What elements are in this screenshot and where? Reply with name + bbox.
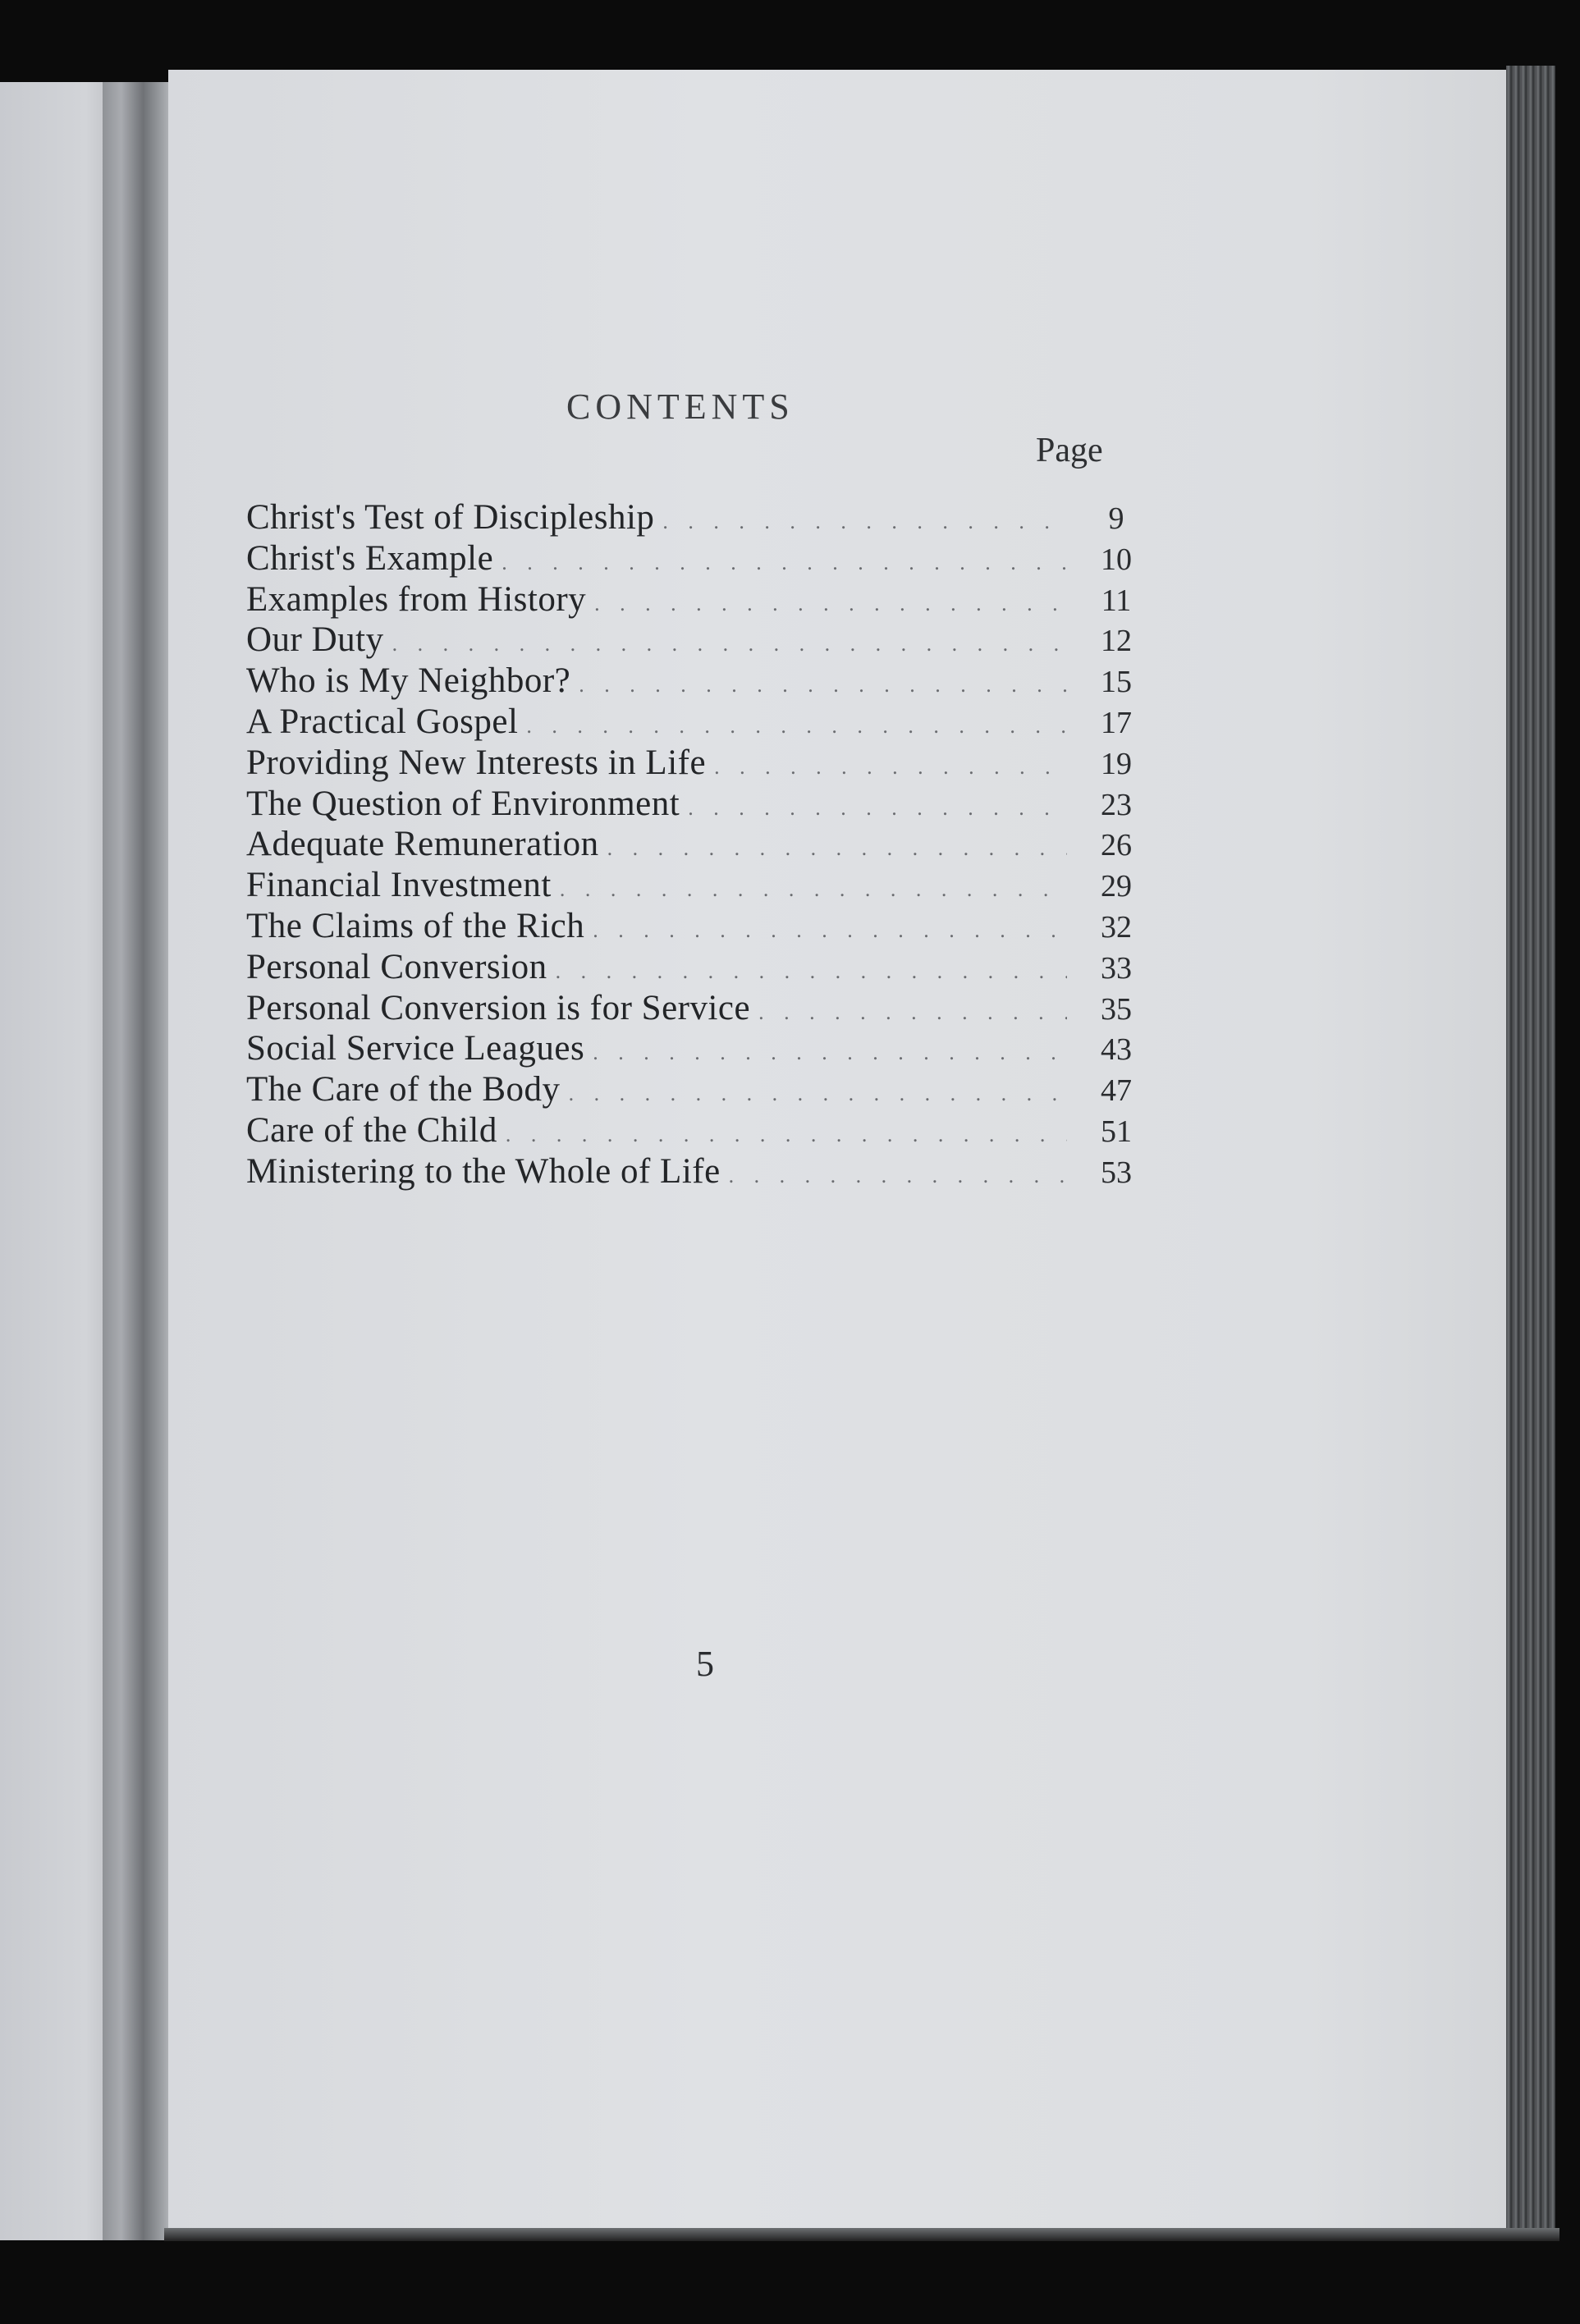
dot-leader <box>654 510 1067 534</box>
toc-entry <box>246 906 1141 947</box>
dot-leader <box>547 959 1067 984</box>
page-column-label: Page <box>1036 432 1103 469</box>
toc-entry-title: Who is My Neighbor? <box>246 661 571 701</box>
toc-entry-page: 47 <box>1101 1073 1132 1109</box>
toc-entry-page: 23 <box>1101 787 1132 822</box>
page-bottom-edge <box>164 2228 1559 2241</box>
toc-entry-page: 43 <box>1101 1032 1132 1068</box>
toc-entry <box>246 1069 1141 1110</box>
toc-entry-title: Financial Investment <box>246 866 552 905</box>
toc-entry-title: Social Service Leagues <box>246 1029 585 1068</box>
toc-entry-page: 32 <box>1101 909 1132 945</box>
dot-leader <box>570 673 1067 698</box>
dot-leader <box>561 1082 1067 1106</box>
toc-entry-title: A Practical Gospel <box>246 702 519 741</box>
toc-entry-page: 51 <box>1101 1114 1132 1149</box>
toc-entry-page: 9 <box>1108 501 1124 536</box>
toc-entry <box>246 784 1141 825</box>
toc-entry <box>246 497 1141 538</box>
dot-leader <box>586 592 1067 616</box>
dot-leader <box>384 632 1067 656</box>
toc-entry <box>246 661 1141 702</box>
toc-entry-page: 17 <box>1101 705 1132 740</box>
dot-leader <box>493 551 1067 575</box>
dot-leader <box>599 836 1067 861</box>
toc-entry-page: 15 <box>1101 665 1132 700</box>
dot-leader <box>584 918 1067 943</box>
toc-entry-title: Our Duty <box>246 620 384 660</box>
toc-entry-page: 35 <box>1101 991 1132 1027</box>
toc-entry-page: 11 <box>1101 583 1132 618</box>
toc-entry-page: 33 <box>1101 950 1132 986</box>
toc-entry-title: Christ's Test of Discipleship <box>246 498 655 537</box>
toc-entry <box>246 579 1141 620</box>
toc-entry <box>246 824 1141 865</box>
page-number: 5 <box>696 1644 714 1684</box>
toc-entry <box>246 702 1141 743</box>
toc-entry-title: The Claims of the Rich <box>246 906 585 945</box>
dot-leader <box>497 1123 1067 1147</box>
dot-leader <box>518 714 1067 739</box>
toc-entry <box>246 743 1141 784</box>
toc-entry-page: 19 <box>1101 746 1132 781</box>
toc-entry-page: 10 <box>1101 542 1132 577</box>
toc-entry-title: Adequate Remuneration <box>246 825 599 864</box>
toc-entry <box>246 538 1141 579</box>
dot-leader <box>721 1164 1067 1188</box>
toc-entry-title: Personal Conversion <box>246 947 547 986</box>
toc-entry <box>246 988 1141 1029</box>
dot-leader <box>552 877 1067 902</box>
table-of-contents <box>246 497 1141 1192</box>
dot-leader <box>750 1000 1067 1025</box>
toc-entry-page: 53 <box>1101 1155 1132 1190</box>
toc-entry <box>246 1028 1141 1069</box>
toc-entry-page: 26 <box>1101 828 1132 863</box>
toc-entry-title: Christ's Example <box>246 538 494 578</box>
toc-entry-title: The Question of Environment <box>246 784 680 823</box>
toc-entry-title: The Care of the Body <box>246 1070 561 1109</box>
toc-entry <box>246 1110 1141 1151</box>
toc-entry <box>246 947 1141 988</box>
dot-leader <box>584 1041 1067 1065</box>
dot-leader <box>680 796 1067 821</box>
toc-entry-page: 29 <box>1101 869 1132 904</box>
book-gutter <box>103 82 176 2240</box>
toc-entry-title: Personal Conversion is for Service <box>246 988 751 1027</box>
toc-entry-title: Care of the Child <box>246 1110 497 1150</box>
contents-heading: CONTENTS <box>566 387 795 427</box>
toc-entry <box>246 865 1141 906</box>
toc-entry-title: Ministering to the Whole of Life <box>246 1151 721 1191</box>
dot-leader <box>706 755 1067 780</box>
toc-entry-page: 12 <box>1101 624 1132 659</box>
toc-entry-title: Examples from History <box>246 579 587 619</box>
page-stack-edge <box>1506 66 1555 2232</box>
toc-entry <box>246 620 1141 661</box>
toc-entry-title: Providing New Interests in Life <box>246 743 707 782</box>
toc-entry <box>246 1151 1141 1192</box>
